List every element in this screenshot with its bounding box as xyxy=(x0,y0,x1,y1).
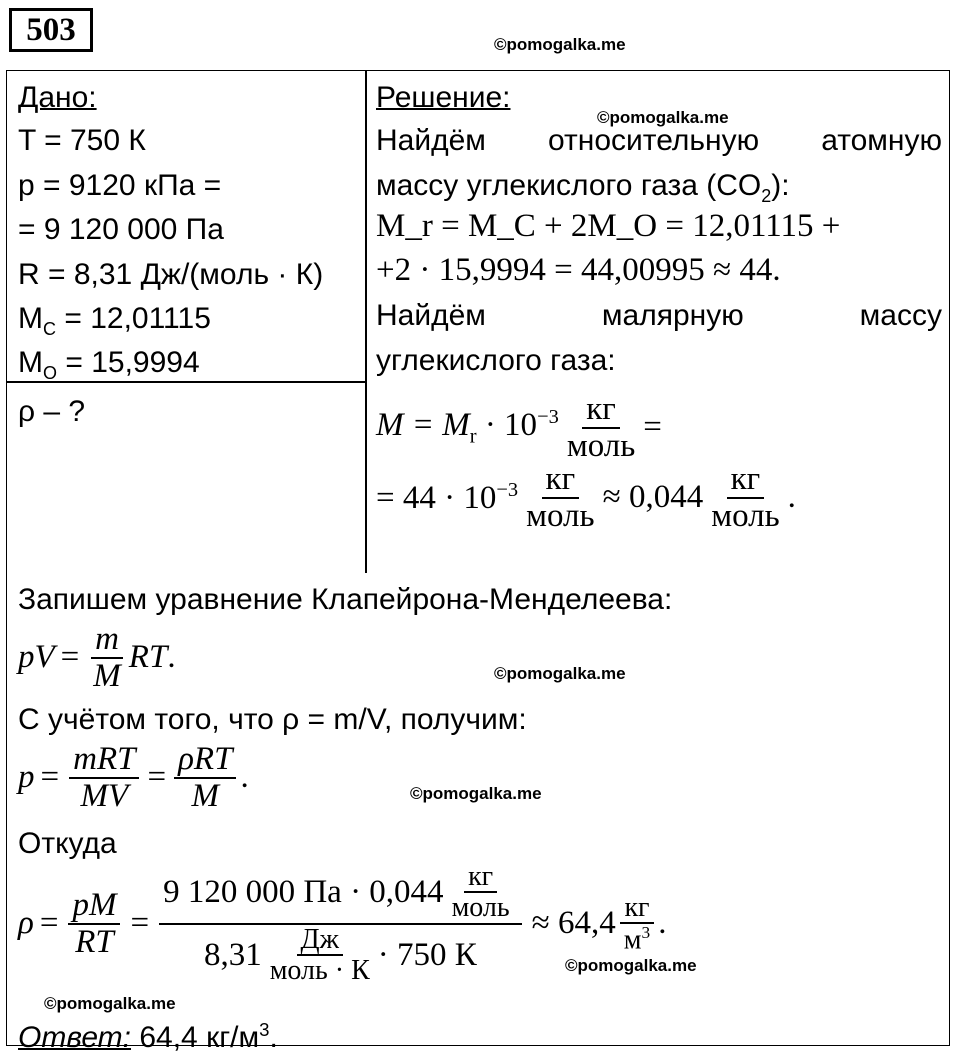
answer-label: Ответ: xyxy=(18,1021,131,1054)
mc-label: M xyxy=(18,302,43,335)
solution-heading: Решение: xyxy=(376,81,511,114)
watermark: ©pomogalka.me xyxy=(597,108,729,127)
text-whence: Откуда xyxy=(18,827,117,860)
line2-sub: 2 xyxy=(761,186,772,206)
line2-text: массу углекислого газа (CO xyxy=(376,169,762,202)
solution-line-1 xyxy=(376,121,942,161)
eq2b-left: = 44 · 10 xyxy=(376,479,497,516)
mo-sub: O xyxy=(43,363,58,383)
mc-value: = 12,01115 xyxy=(64,302,211,335)
line2-end: ): xyxy=(771,169,790,202)
answer-value: 64,4 кг/м xyxy=(139,1021,260,1054)
final-result: ≈ 64,4 xyxy=(531,905,616,942)
equation-molar-2: = $44 \cdot 10^{-3}$ $\frac{кг}{\text{моль}}$ ≈ 0,044 $\frac{кг}{\text{моль}}$ . xyxy=(376,461,796,534)
solution-line-4: углекислого газа: xyxy=(376,344,616,377)
unit-den: моль xyxy=(711,497,780,534)
watermark: ©pomogalka.me xyxy=(44,994,176,1013)
unit-fraction xyxy=(707,462,783,533)
text-density-relation: С учётом того, что ρ = m/V, получим: xyxy=(18,703,527,736)
equation-molar-1: $M = M_r \cdot 10^{-3}$ $\frac{кг}{\text{моль}}$ = xyxy=(376,391,662,464)
equation-final: ρ = $\frac{pM}{RT}$ = 9 120 000 Па · 0,044 $\frac{кг}{\text{моль}}$ 8,31 $\frac{Дж}{\text{моль · К}}$ · 750 К ≈ 64,4 $\frac{кг}{м^3}$ . xyxy=(18,861,667,987)
unit-num: кг xyxy=(582,392,620,429)
eq2b-exp: −3 xyxy=(496,478,519,501)
problem-number: 503 xyxy=(9,8,93,52)
given-heading: Дано: xyxy=(18,81,97,114)
equation-pressure: p = $\frac{\text{mRT}}{MV}$ = $\frac{\text{ρRT}}{M}$ . xyxy=(18,741,249,814)
den-unit-den: моль · К xyxy=(269,955,370,987)
unit-den: моль xyxy=(566,427,636,464)
unit-den: моль xyxy=(526,497,595,534)
mc-sub: C xyxy=(43,319,56,339)
final-den-left: 8,31 xyxy=(203,936,262,973)
watermark: ©pomogalka.me xyxy=(494,35,626,54)
eq2a-exp: −3 xyxy=(537,406,559,429)
final-den-right: · 750 К xyxy=(377,936,477,973)
given-pressure-pa: = 9 120 000 Па xyxy=(18,213,224,246)
watermark: ©pomogalka.me xyxy=(565,956,697,975)
given-temperature: T = 750 К xyxy=(18,124,146,157)
given-pressure-kpa: p = 9120 кПа = xyxy=(18,169,222,202)
final-fraction xyxy=(159,862,522,986)
unit-num: кг xyxy=(542,462,580,499)
equation-mr-2: +2 · 15,9994 = 44,00995 ≈ 44. xyxy=(376,252,781,288)
unit-fraction xyxy=(563,392,639,463)
mo-label: M xyxy=(18,346,43,379)
equation-mr-1: M_r = M_C + 2M_O = 12,01115 + xyxy=(376,208,841,244)
given-mc xyxy=(18,299,211,349)
word: массу xyxy=(859,299,942,332)
word: атомную xyxy=(821,124,942,157)
given-mo xyxy=(18,343,200,393)
watermark: ©pomogalka.me xyxy=(410,784,542,803)
find-rho: ρ – ? xyxy=(18,395,86,428)
den-unit-num: Дж xyxy=(297,925,343,956)
unit-num: кг xyxy=(464,862,497,893)
answer-sup: 3 xyxy=(259,1019,270,1040)
answer: Ответ: 64,4 $кг/м^3$. xyxy=(18,1019,278,1054)
final-unit-den: м xyxy=(623,924,642,956)
given-gas-constant: R = 8,31 Дж/(моль · К) xyxy=(18,258,324,291)
word: малярную xyxy=(601,299,744,332)
text-clapeyron: Запишем уравнение Клапейрона-Менделеева: xyxy=(18,583,673,616)
unit-num: кг xyxy=(727,462,765,499)
divider-vertical xyxy=(365,70,367,573)
equation-clapeyron: pV = $\frac{m}{M}$ RT . xyxy=(18,621,176,694)
final-numerator: 9 120 000 Па · 0,044 xyxy=(163,874,444,911)
mo-value: = 15,9994 xyxy=(65,346,200,379)
unit-den: моль xyxy=(451,892,510,924)
word: относительную xyxy=(548,124,760,157)
solution-line-3 xyxy=(376,296,942,336)
eq2b-mid: ≈ 0,044 xyxy=(602,479,704,516)
word: Найдём xyxy=(376,299,486,332)
eq2a-left: M = M xyxy=(376,407,470,444)
watermark: ©pomogalka.me xyxy=(494,664,626,683)
word: Найдём xyxy=(376,124,486,157)
final-unit-num: кг xyxy=(620,893,653,924)
unit-fraction xyxy=(522,462,598,533)
